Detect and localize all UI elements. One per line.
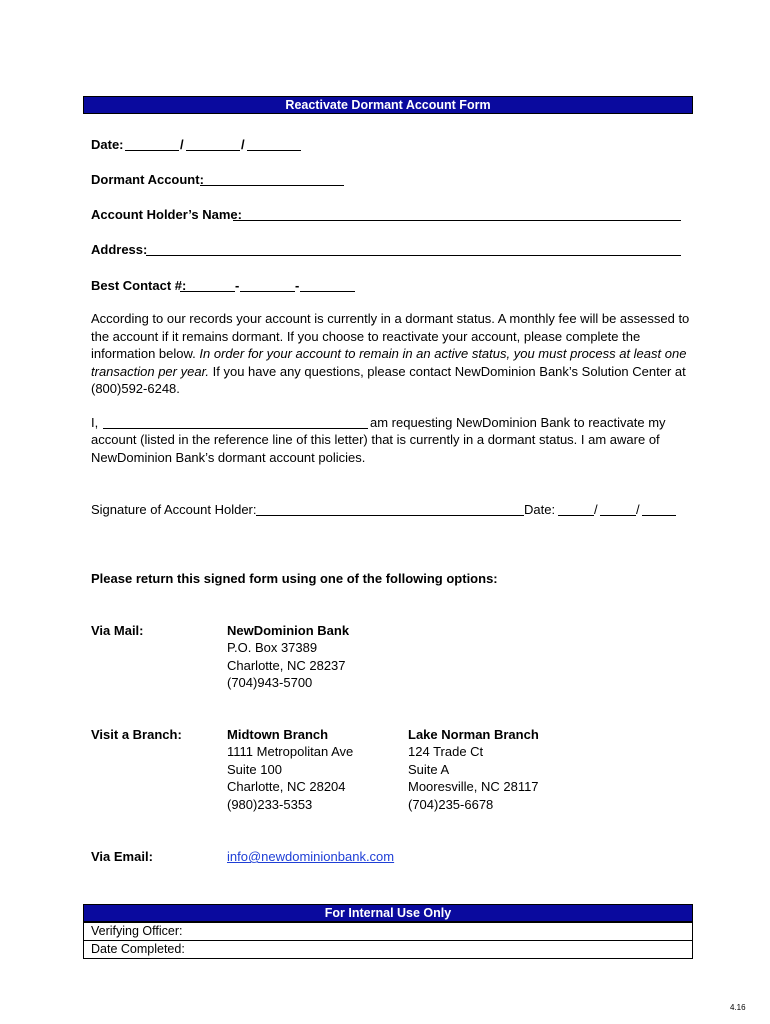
address-field[interactable] xyxy=(146,255,681,256)
date-label: Date: xyxy=(91,137,124,152)
date-completed-label: Date Completed: xyxy=(91,942,185,956)
date-month-field[interactable] xyxy=(125,150,179,151)
date-day-field[interactable] xyxy=(186,150,240,151)
internal-use-table xyxy=(83,922,693,959)
midtown-line3: Charlotte, NC 28204 xyxy=(227,779,346,794)
signature-date-sep-1: / xyxy=(594,502,598,517)
contact-sep-2: - xyxy=(295,278,300,293)
mail-label: Via Mail: xyxy=(91,623,144,638)
request-prefix: I, xyxy=(91,415,99,430)
midtown-phone: (980)233-5353 xyxy=(227,797,313,812)
signature-date-year-field[interactable] xyxy=(642,515,676,516)
branch-label: Visit a Branch: xyxy=(91,727,182,742)
request-line1: am requesting NewDominion Bank to reactivate my xyxy=(370,415,666,430)
contact-prefix-field[interactable] xyxy=(240,291,295,292)
lakenorman-name: Lake Norman Branch xyxy=(408,727,539,742)
contact-sep-1: - xyxy=(235,278,240,293)
signature-label: Signature of Account Holder: xyxy=(91,502,257,517)
dormant-account-label: Dormant Account: xyxy=(91,172,204,187)
mail-line1: P.O. Box 37389 xyxy=(227,640,318,655)
contact-area-field[interactable] xyxy=(180,291,235,292)
requester-name-field[interactable] xyxy=(103,428,368,429)
verifying-officer-label: Verifying Officer: xyxy=(91,924,183,938)
holder-name-label: Account Holder’s Name: xyxy=(91,207,242,222)
notice-text-b: If you have any questions, please contact NewDominion Bank’s Solution Center at (800)592-6248. xyxy=(91,363,686,396)
mail-phone: (704)943-5700 xyxy=(227,675,313,690)
date-sep-1: / xyxy=(180,137,184,152)
lakenorman-line1: 124 Trade Ct xyxy=(408,744,484,759)
form-title: Reactivate Dormant Account Form xyxy=(285,98,491,112)
account-notice-paragraph xyxy=(91,310,691,398)
contact-label: Best Contact #: xyxy=(91,278,187,293)
address-label: Address: xyxy=(91,242,148,257)
signature-date-month-field[interactable] xyxy=(558,515,594,516)
midtown-line2: Suite 100 xyxy=(227,762,282,777)
date-completed-row[interactable] xyxy=(84,940,692,958)
form-title-banner xyxy=(83,96,693,114)
mail-line2: Charlotte, NC 28237 xyxy=(227,658,346,673)
notice-text-italic: In order for your account to remain in an active status, you must process at least one transaction per year. xyxy=(91,346,687,379)
mail-name: NewDominion Bank xyxy=(227,623,350,638)
notice-text-a: According to our records your account is currently in a dormant status. A monthly fee will be assessed to the account if it remains dormant. If you choose to reactivate your account, please complete the information below. xyxy=(91,311,690,361)
internal-use-title: For Internal Use Only xyxy=(324,906,452,920)
date-sep-2: / xyxy=(241,137,245,152)
verifying-officer-row[interactable] xyxy=(84,922,692,940)
signature-date-day-field[interactable] xyxy=(600,515,636,516)
email-label: Via Email: xyxy=(91,849,153,864)
midtown-name: Midtown Branch xyxy=(227,727,329,742)
internal-use-banner xyxy=(83,904,693,922)
date-year-field[interactable] xyxy=(247,150,301,151)
version-number: 4.16 xyxy=(730,1003,746,1012)
request-line3: NewDominion Bank’s dormant account policies. xyxy=(91,450,366,465)
email-link[interactable]: info@newdominionbank.com xyxy=(227,849,395,864)
holder-name-field[interactable] xyxy=(233,220,681,221)
signature-date-label: Date: xyxy=(524,502,556,517)
midtown-line1: 1111 Metropolitan Ave xyxy=(227,744,354,759)
lakenorman-phone: (704)235-6678 xyxy=(408,797,494,812)
return-heading: Please return this signed form using one of the following options: xyxy=(91,571,498,586)
request-line2: account (listed in the reference line of this letter) that is currently in a dormant status. I am aware of xyxy=(91,432,660,447)
contact-line-field[interactable] xyxy=(300,291,355,292)
signature-date-sep-2: / xyxy=(636,502,640,517)
lakenorman-line3: Mooresville, NC 28117 xyxy=(408,779,539,794)
dormant-account-field[interactable] xyxy=(200,185,344,186)
signature-field[interactable] xyxy=(256,515,524,516)
lakenorman-line2: Suite A xyxy=(408,762,450,777)
